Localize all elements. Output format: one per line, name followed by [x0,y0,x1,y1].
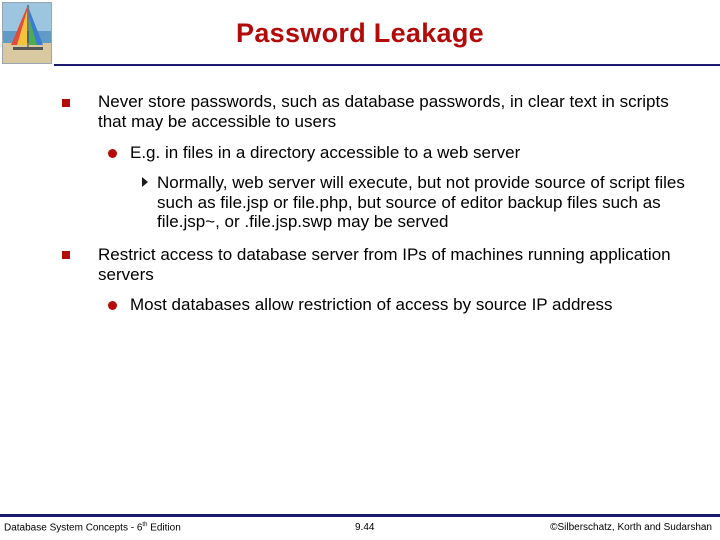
sub-sub-bullet-text: Normally, web server will execute, but not provide source of script files such as file.jsp or file.php, but source of editor backup files such as file.jsp~, or .file.jsp.swp may be served [157,173,685,231]
bullet-text: Restrict access to database server from IPs of machines running application servers [98,245,671,284]
triangle-bullet-icon [142,177,148,187]
round-bullet-icon [108,149,117,158]
sub-bullet-text: Most databases allow restriction of access by source IP address [130,295,613,314]
bullet-text: Never store passwords, such as database passwords, in clear text in scripts that may be accessible to users [98,92,669,131]
title-divider [54,64,720,66]
square-bullet-icon [62,251,70,259]
footer-edition-superscript: th [142,522,148,528]
footer-book-prefix: Database System Concepts - 6 [4,522,143,534]
footer-divider [0,514,720,517]
slide-title: Password Leakage [236,18,484,48]
footer-book-suffix: Edition [147,522,181,534]
footer-page-number: 9.44 [355,522,375,533]
round-bullet-icon [108,301,117,310]
square-bullet-icon [62,99,70,107]
sub-bullet-text: E.g. in files in a directory accessible to a web server [130,143,521,162]
footer-copyright: ©Silberschatz, Korth and Sudarshan [550,522,712,533]
footer-book-title [4,522,181,533]
